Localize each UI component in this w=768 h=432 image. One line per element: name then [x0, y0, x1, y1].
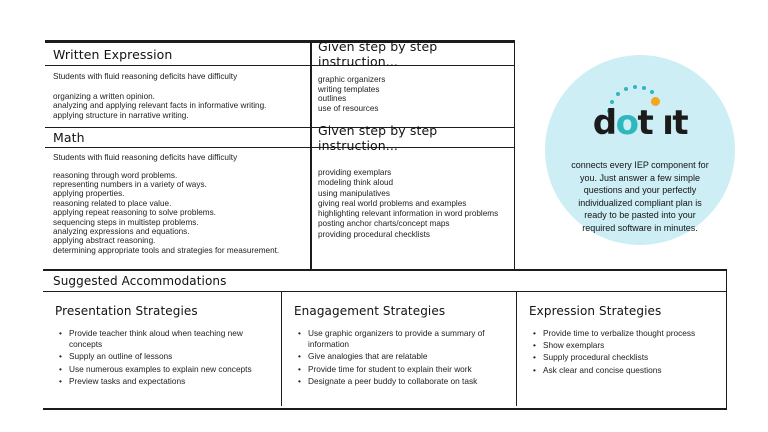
list-item: connects every IEP component for [571, 160, 709, 170]
list-item: • Supply an outline of lessons [59, 351, 265, 362]
dot-it-badge [545, 55, 735, 245]
math-supports-cell [310, 148, 514, 267]
math-header-row [45, 122, 514, 153]
list-item: applying properties. [53, 189, 125, 199]
list-item: questions and your perfectly [583, 185, 697, 196]
list-item: • Use numerous examples to explain new concepts [59, 364, 265, 375]
suggested-accommodations-box [43, 269, 727, 410]
logo-letter-o: o [615, 103, 638, 143]
engagement-strategies-column [281, 292, 517, 406]
presentation-strategies-column [43, 292, 281, 406]
list-item: determining appropriate tools and strategies for measurement. [53, 245, 280, 255]
list-item: • Ask clear and concise questions [533, 365, 716, 376]
list-item: • Give analogies that are relatable [298, 351, 504, 362]
badge-description [558, 159, 722, 235]
written-expression-support-list [318, 75, 514, 114]
list-item: • Use graphic organizers to provide a summary of information [298, 328, 504, 350]
section-title-written-expression: Written Expression [53, 46, 173, 62]
list-item: giving real world problems and examples [318, 198, 467, 208]
list-item: applying abstract reasoning. [53, 236, 156, 246]
list-item: you. Just answer a few simple [579, 172, 701, 183]
list-item: sequencing steps in multistep problems. [53, 217, 199, 227]
written-expression-difficulty-list [53, 92, 310, 121]
list-item: ready to be pasted into your [584, 210, 696, 221]
list-item: reasoning through word problems. [53, 170, 178, 180]
written-expression-supports-cell [310, 66, 514, 127]
logo-letter-d: d [592, 103, 616, 143]
list-item: required software in minutes. [582, 222, 698, 233]
presentation-strategies-list [43, 328, 281, 387]
list-item: using manipulatives [318, 188, 390, 198]
list-item: writing templates [318, 84, 380, 94]
logo-word-it: ıt [662, 103, 688, 143]
math-difficulty-list [53, 171, 310, 256]
math-body-row [45, 148, 514, 267]
arc-dot-icon [642, 86, 646, 90]
expression-strategies-title: Expression Strategies [529, 304, 662, 318]
deficit-support-table [45, 40, 515, 269]
list-item: use of resources [318, 104, 379, 114]
list-item: analyzing expressions and equations. [53, 227, 190, 237]
list-item: • Preview tasks and expectations [59, 376, 265, 387]
list-item: • Supply procedural checklists [533, 352, 716, 363]
arc-dot-icon [650, 90, 654, 94]
list-item: graphic organizers [318, 75, 386, 84]
support-column-header: Given step by step instruction... [318, 122, 438, 153]
arc-dot-icon [633, 85, 637, 89]
expression-strategies-list [517, 328, 726, 376]
list-item: organizing a written opinion. [53, 91, 155, 101]
logo-letter-t: t [637, 103, 653, 143]
written-expression-header-row [45, 39, 514, 69]
difficulty-intro-text: Students with fluid reasoning deficits have difficulty [53, 153, 238, 162]
list-item: • Show exemplars [533, 340, 716, 351]
list-item: representing numbers in a variety of ways. [53, 180, 207, 189]
accommodation-columns [43, 292, 726, 406]
suggested-accommodations-title: Suggested Accommodations [43, 271, 726, 292]
engagement-strategies-list [282, 328, 516, 387]
list-item: applying structure in narrative writing. [53, 110, 189, 120]
math-support-list [318, 168, 514, 240]
engagement-strategies-title: Enagagement Strategies [294, 304, 446, 318]
list-item: highlighting relevant information in word problems [318, 209, 499, 219]
arc-dot-icon [616, 92, 620, 96]
list-item: • Provide time to verbalize thought process [533, 328, 716, 339]
expression-strategies-column [517, 292, 726, 406]
arc-dot-icon [624, 87, 628, 91]
difficulty-intro-text: Students with fluid reasoning deficits have difficulty [53, 72, 238, 81]
list-item: reasoning related to place value. [53, 198, 172, 208]
written-expression-difficulties-cell [45, 66, 310, 127]
written-expression-body-row [45, 66, 514, 128]
list-item: modeling think aloud [318, 178, 394, 188]
list-item: posting anchor charts/concept maps [318, 219, 450, 229]
list-item: analyzing and applying relevant facts in informative writing. [53, 101, 267, 111]
support-column-header: Given step by step instruction... [318, 39, 438, 69]
list-item: outlines [318, 94, 347, 104]
list-item: individualized compliant plan is [578, 197, 702, 208]
section-title-math: Math [53, 130, 85, 145]
list-item: • Provide time for student to explain their work [298, 364, 504, 375]
list-item: providing exemplars [318, 168, 392, 177]
list-item: applying repeat reasoning to solve problems. [53, 208, 216, 218]
presentation-strategies-title: Presentation Strategies [55, 304, 198, 318]
list-item: providing procedural checklists [318, 229, 430, 239]
list-item: • Designate a peer buddy to collaborate on task [298, 376, 504, 387]
dot-it-logo [545, 105, 735, 141]
list-item: • Provide teacher think aloud when teaching new concepts [59, 328, 265, 350]
math-difficulties-cell [45, 148, 310, 267]
